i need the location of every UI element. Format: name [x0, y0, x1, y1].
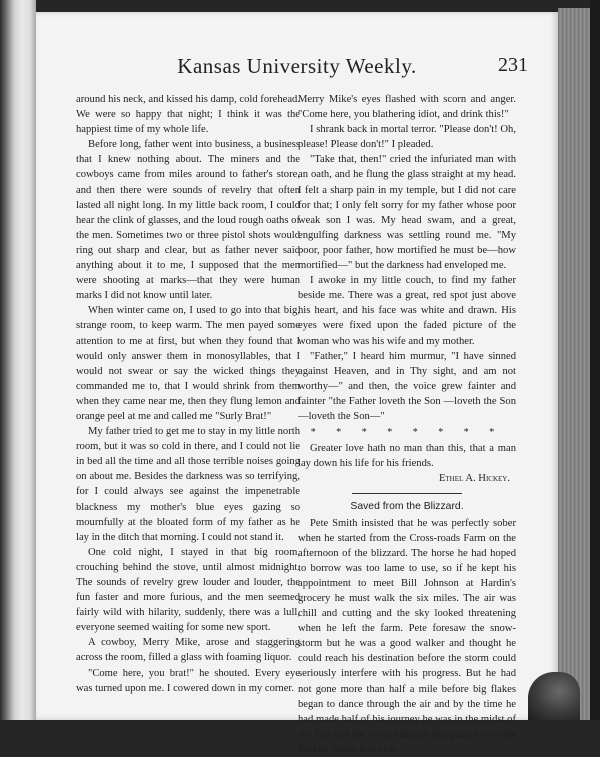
section-break-stars: * * * * * * * *	[310, 427, 504, 439]
left-column	[76, 92, 300, 696]
page-number: 231	[498, 54, 528, 76]
page-header	[36, 54, 558, 84]
paragraph: When winter came on, I used to go into that big, strange room, to keep warm. The men payed some attention to me at first, but when they found that I would only answer them in monosyllables, that I would not swear or say the wicked things they commanded me to, that I would shrink from them when they came near me, then they flung lemon and orange peel at me and called me "Surly Brat!"	[76, 305, 300, 422]
paragraph: My father tried to get me to stay in my little north room, but it was so cold in there, and I could not lie in bed all the time and all those terrible noises going on about me. Besides the darkness was so terrifying, for I could always see against the impenetrable blackness my mother's blue eyes gazing so mournfully at the bloated form of my father as he lay in the ditch that morning. I could not stand it.	[76, 426, 300, 543]
paragraph: I shrank back in mortal terror. "Please don't! Oh, please! Please don't!" I pleaded.	[298, 124, 516, 151]
scan-border	[590, 0, 600, 720]
paragraph: Greater love hath no man than this, that a man lay down his life for his friends.	[298, 443, 516, 470]
paragraph: Before long, father went into business, a business that I knew nothing about. The miners and the cowboys came from miles around to father's store, and then there were sounds of revelry that often lasted all night long. In my little back room, I could hear the clink of glasses, and the loud rough oaths of the men. Sometimes two or three pistol shots would ring out sharp and clear, but as father never said anything about it to me, I supposed that the men were shooting at marks—that they were human marks I did not know until later.	[76, 139, 300, 302]
author-signature: Ethel A. Hickey.	[438, 473, 510, 485]
paragraph: I awoke in my little couch, to find my father beside me. There was a great, red spot just above his heart, and his face was white and drawn. His eyes were fixed upon the faded picture of the woman who was his wife and my mother.	[298, 275, 516, 347]
facing-page-edge	[0, 0, 36, 720]
paragraph: "Take that, then!" cried the infuriated man with an oath, and he flung the glass straight at my head. I felt a sharp pain in my temple, but I did not care for that; I only felt sorry for my father whose poor weak son I was. My head swam, and a great, engulfing darkness was settling round me. "My poor, poor father, how mortified he must be—how mortified—" but the darkness had enveloped me.	[298, 154, 516, 272]
story-title: Saved from the Blizzard.	[350, 501, 464, 513]
paragraph: "Come here, you brat!" he shouted. Every eye was turned upon me. I cowered down in my corner.	[76, 667, 300, 694]
running-title: Kansas University Weekly.	[177, 54, 417, 78]
right-column	[298, 92, 516, 757]
book-page	[36, 12, 558, 755]
paragraph: "Father," I heard him murmur, "I have sinned against Heaven, and in Thy sight, and am not worthy—" and then, the voice grew fainter and fainter "the Father loveth the Son —loveth the Son—loveth the Son—"	[298, 350, 516, 422]
paragraph: Merry Mike's eyes flashed with scorn and anger. "Come here, you blathering idiot, and drink this!"	[298, 94, 516, 121]
divider	[352, 493, 462, 494]
paragraph: around his neck, and kissed his damp, cold forehead. We were so happy that night; I think it was the happiest time of my whole life.	[76, 94, 300, 136]
thumb-holding-page	[528, 672, 580, 720]
paragraph: One cold night, I stayed in that big room, crouching behind the stove, until almost midnight. The sounds of revelry grew louder and louder, the fun faster and more furious, and the men seemed fairly wild with hilarity, suddenly, there was a lull, everyone seemed waiting for some new sport.	[76, 546, 300, 634]
paragraph: Pete Smith insisted that he was perfectly sober when he started from the Cross-roads Farm on the afternoon of the blizzard. The horse he had hoped to borrow was too lame to use, so if he kept his appointment to meet Bill Johnson at Hardin's grocery he must walk the six miles. The air was chill and cutting and the sky looked threatening when he left the farm. Pete foresaw the snow-storm but he was a good walker and thought he could reach his destination before the storm could seriously interfere with his progress. But he had not gone more than half a mile before big flakes began to dance through the air and by the time he had made half of his journey he was in the midst of the first and the worst blizzard that passed over the Middle States that year.	[298, 517, 516, 755]
paragraph: A cowboy, Merry Mike, arose and staggering across the room, filled a glass with foaming liquor.	[76, 637, 300, 664]
